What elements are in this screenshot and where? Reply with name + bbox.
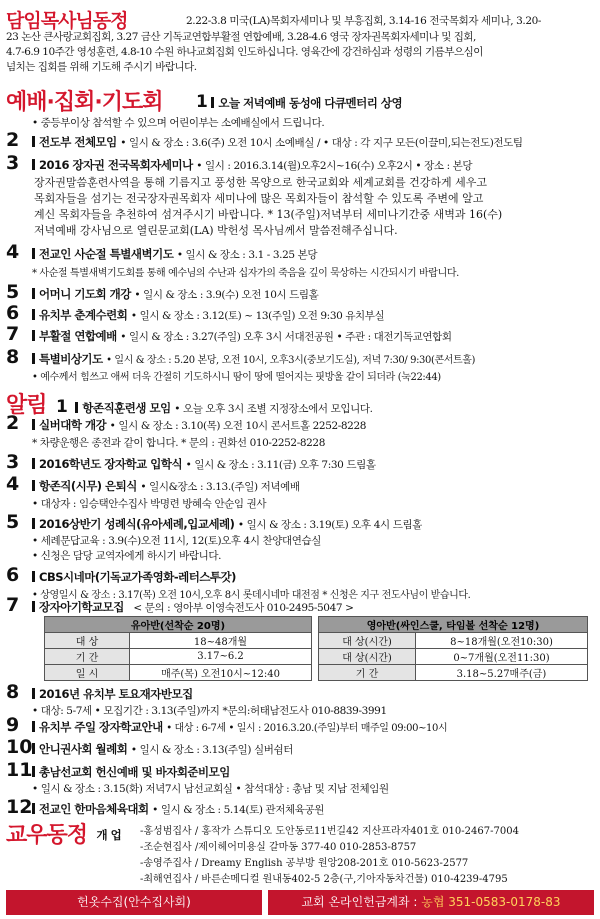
worship-title: 예배·집회·기도회 [6,90,163,115]
worship-item-7 [32,328,600,344]
worship-item-4-detail: • 일시 & 장소 : 3.1 - 3.25 본당 [176,249,318,261]
members-line-2: -조순현집사 /제이헤어미용실 갈마동 377-40 010-2853-8757 [140,842,417,853]
worship-item-3-title: 2016 장자권 전국목회자세미나 [39,158,193,172]
table-cell-key: 대 상 [45,633,130,649]
notice-item-11-title: 총남선교회 헌신예배 및 바자회준비모임 [39,765,230,779]
notice-item-3-title: 2016학년도 장자학교 입학식 [39,457,183,471]
table-left-header: 유아반(선착순 20명) [45,617,312,633]
divider-bar [32,248,35,259]
notice-item-12-detail: • 일시 & 장소 : 5.14(토) 관저체육공원 [152,804,324,816]
divider-bar [32,288,35,299]
notice-item-4 [32,478,600,494]
worship-item-5 [32,286,600,302]
worship-item-8-title: 특별비상기도 [39,352,103,366]
notice-item-4-detail: • 일시&장소 : 3.13.(주일) 저녁예배 [140,481,300,493]
worship-item-7-title: 부활절 연합예배 [39,329,117,343]
notice-item-9 [32,719,600,735]
divider-bar [32,458,35,469]
worship-item-5-title: 어머니 기도회 개강 [39,287,131,301]
notice-item-1-number: 1 [56,397,68,417]
divider-bar [32,721,35,732]
worship-item-6-title: 유치부 춘계수련회 [39,308,128,322]
notice-item-7-detail: < 문의 : 영아부 이영숙전도사 010-2495-5047 > [133,602,354,614]
divider-bar [32,743,35,754]
worship-item-3-detail: • 일시 : 2016.3.14(월)오후2시~16(수) 오후2시 • 장소 : 본당 [196,160,473,172]
notice-title: 알림 [6,393,47,418]
worship-item-3-line-4: 저녁예배 강사님으로 열린문교회(LA) 박헌성 목사님께서 말씀전해주십니다. [34,224,398,237]
worship-item-2-title: 전도부 전체모임 [39,135,117,149]
notice-item-9-detail: • 대상 : 6-7세 • 일시 : 2016.3.20.(주일)부터 매주일 09:00~10시 [166,723,448,734]
divider-bar [32,480,35,491]
divider-bar [32,353,35,364]
notice-item-12 [32,801,600,817]
notice-item-4-sub: • 대상자 : 임승택안수집사 박명련 방혜숙 안순임 권사 [32,498,267,510]
notice-item-7-number: 7 [6,594,20,616]
table-cell-key: 기 간 [45,649,130,665]
notice-item-11-number: 11 [6,759,33,781]
notice-item-6 [32,569,600,585]
divider-bar [32,688,35,699]
notice-section-header [6,388,600,419]
footer-right-banner [268,890,594,915]
worship-item-8-number: 8 [6,346,20,368]
notice-item-9-title: 유치부 주일 장자학교안내 [39,720,163,734]
notice-item-11-sub: • 일시 & 장소 : 3.15(화) 저녁7시 남선교회실 • 참석대상 : 총남 및 지남 전체임원 [32,783,389,795]
worship-item-1-sub: • 중등부이상 참석할 수 있으며 어린이부는 소예배실에서 드립니다. [32,117,325,129]
members-line-4: -최해연집사 / 바른손메디컬 원내동402-5 2층(구,기아자동차건물) 010-4239-4795 [140,874,508,885]
pastor-line-2: 23 논산 큰사랑교회집회, 3.27 금산 기독교연합부활절 연합예배, 3.28-4.6 영국 장자권목회자세미나 및 집회, [6,31,476,43]
pastor-line-4: 넘치는 집회를 위해 기도해 주시기 바랍니다. [6,61,197,73]
members-line-1: -홍성범집사 / 홍작가 스튜디오 도안동로11번길42 지산프라자401호 010-2467-7004 [140,826,519,837]
worship-item-5-detail: • 일시 & 장소 : 3.9(수) 오전 10시 드림홀 [134,289,319,301]
table-right-header: 영아반(싸인스쿨, 타임볼 선착순 12명) [319,617,588,633]
notice-item-7 [32,599,600,615]
notice-item-5-title: 2016상반기 성례식(유아세례,입교세례) [39,517,235,531]
worship-item-1-title: 오늘 저녁예배 동성애 다큐멘터리 상영 [218,96,403,110]
notice-item-5-number: 5 [6,511,20,533]
worship-item-3-line-2: 목회자들을 섬기는 전국장자권목회자 세미나에 많은 목회자들이 참석할 수 있도록 주변에 알고 [34,192,484,205]
worship-item-3 [32,157,600,173]
notice-item-4-title: 항존직(시무) 은퇴식 [39,479,137,493]
notice-item-2-detail: • 일시 & 장소 : 3.10(목) 오전 10시 콘서트홀 2252-8228 [109,420,367,432]
members-line-3: -송영주집사 / Dreamy English 공부방 원앙208-201호 010-5623-2577 [140,858,469,869]
notice-item-6-number: 6 [6,564,20,586]
schedule-table-left [44,616,312,681]
notice-item-3-number: 3 [6,451,20,473]
notice-item-5-line-1: • 세례문답교육 : 3.9(수)오전 11시, 12(토)오후 4시 찬양대연습실 [32,535,321,547]
divider-bar [32,159,35,170]
worship-item-3-number: 3 [6,152,20,174]
notice-item-1-title: 항존직훈련생 모임 [82,401,171,415]
worship-item-1-number: 1 [196,92,208,112]
divider-bar [75,402,78,413]
divider-bar [32,330,35,341]
divider-bar [32,136,35,147]
notice-item-2 [32,417,600,433]
pastor-title: 담임목사님동정 [6,10,128,32]
worship-item-6-detail: • 일시 & 장소 : 3.12(토) ~ 13(주일) 오전 9:30 유치부실 [130,310,385,322]
pastor-section [6,6,600,33]
table-cell-value: 매주(목) 오전10시~12:40 [130,665,312,681]
notice-item-5-detail: • 일시 & 장소 : 3.19(토) 오후 4시 드림홀 [237,519,422,531]
notice-item-2-sub: * 차량운행은 종전과 같이 합니다. * 문의 : 권화선 010-2252-8228 [32,437,325,449]
notice-item-4-number: 4 [6,473,20,495]
table-cell-key: 일 시 [45,665,130,681]
notice-item-2-title: 실버대학 개강 [39,418,107,432]
footer-left-banner [6,890,262,915]
notice-item-10-number: 10 [6,736,33,758]
footer-account-number: 농협 351-0583-0178-83 [421,895,561,909]
table-row [45,665,312,681]
notice-item-11 [32,764,600,780]
table-cell-key: 대 상(시간) [319,633,416,649]
worship-item-7-detail: • 일시 & 장소 : 3.27(주일) 오후 3시 서대전공원 • 주관 : 대전기독교연합회 [120,331,452,343]
divider-bar [32,803,35,814]
worship-item-5-number: 5 [6,281,20,303]
notice-item-10-detail: • 일시 & 장소 : 3.13(주일) 실버쉼터 [130,744,293,756]
members-title: 교우동정 [6,823,88,848]
table-row [319,633,588,649]
table-cell-value: 18~48개월 [130,633,312,649]
worship-item-4-sub: * 사순절 특별새벽기도회를 통해 예수님의 수난과 십자가의 죽음을 깊이 묵상하는 시간되시기 바랍니다. [32,268,459,279]
worship-item-6 [32,307,600,323]
divider-bar [32,518,35,529]
divider-bar [211,97,214,108]
footer-left-text: 헌옷수집(안수집사회) [77,895,191,909]
members-label: 개 업 [96,828,122,842]
notice-item-12-number: 12 [6,796,33,818]
table-cell-value: 3.18~5.27매주(금) [416,665,588,681]
notice-item-8-number: 8 [6,681,20,703]
notice-item-10 [32,741,600,757]
notice-item-8-title: 2016년 유치부 토요재자반모집 [39,687,193,701]
notice-item-2-number: 2 [6,412,20,434]
table-cell-value: 3.17~6.2 [130,649,312,665]
divider-bar [32,571,35,582]
footer-right-label: 교회 온라인헌금계좌 : [301,895,422,909]
notice-item-1-detail: • 오늘 오후 3시 조별 지정장소에서 모입니다. [174,403,373,415]
pastor-line-1: 2.22-3.8 미국(LA)목회자세미나 및 부흥집회, 3.14-16 전국목회자 세미나, 3.20- [186,15,542,27]
notice-item-12-title: 전교인 한마음체육대회 [39,802,149,816]
worship-item-3-line-3: 계신 목회자들을 추천하여 섬겨주시기 바랍니다. * 13(주일)저녁부터 세미나기간중 새벽과 16(수) [34,208,503,221]
notice-item-10-title: 안니권사회 월례회 [39,742,128,756]
divider-bar [32,309,35,320]
worship-item-8-detail: • 일시 & 장소 : 5.20 본당, 오전 10시, 오후3시(중보기도실), 저녁 7:30/ 9:30(콘서트홀) [106,355,476,366]
notice-item-8-sub: • 대상: 5-7세 • 모집기간 : 3.13(주일)까지 *문의:허태남전도사 010-8839-3991 [32,705,387,717]
worship-item-4-title: 전교인 사순절 특별새벽기도 [39,247,174,261]
notice-item-5-line-2: • 신청은 담당 교역자에게 하시기 바랍니다. [32,550,222,562]
notice-item-7-title: 장자아기학교모집 [39,600,124,614]
worship-item-7-number: 7 [6,323,20,345]
table-cell-value: 8~18개월(오전10:30) [416,633,588,649]
notice-item-3-detail: • 일시 & 장소 : 3.11(금) 오후 7:30 드림홀 [185,459,376,471]
table-row [45,633,312,649]
divider-bar [32,766,35,777]
worship-item-6-number: 6 [6,302,20,324]
notice-item-6-sub: • 상영일시 & 장소 : 3.17(목) 오전 10시,오후 8시 롯데시네마 대전점 * 신청은 지구 전도사님이 받습니다. [32,590,471,601]
schedule-table-right [318,616,588,681]
table-row [319,665,588,681]
worship-item-2-detail: • 일시 & 장소 : 3.6(주) 오전 10시 소예배실 / • 대상 : 각 지구 모든(이끌미,되는전도)전도팀 [120,137,523,149]
pastor-line-3: 4.7-6.9 10주간 영성훈련, 4.8-10 수원 하나교회집회 인도하십니다. 영육간에 강건하심과 성령의 기름부으심이 [6,46,483,58]
worship-item-2 [32,134,600,150]
worship-item-4 [32,246,600,262]
table-row [45,649,312,665]
worship-item-4-number: 4 [6,241,20,263]
worship-item-3-line-1: 장자권말씀훈련사역을 통해 기름지고 풍성한 목양으로 한국교회와 세계교회를 건강하게 세우고 [34,176,488,189]
worship-item-8-sub: • 예수께서 힘쓰고 애써 더욱 간절히 기도하시니 땀이 땅에 떨어지는 핏방울 같이 되더라 (눅22:44) [32,372,441,383]
divider-bar [32,419,35,430]
notice-item-6-title: CBS시네마(기독교가족영화-레터스투갓) [39,570,236,584]
notice-item-5 [32,516,600,532]
table-row [319,649,588,665]
notice-item-8 [32,686,600,702]
worship-item-2-number: 2 [6,129,20,151]
worship-item-1 [196,92,600,112]
table-cell-key: 기 간 [319,665,416,681]
table-cell-value: 0~7개월(오전11:30) [416,649,588,665]
notice-item-3 [32,456,600,472]
worship-item-8 [32,351,600,367]
divider-bar [32,601,35,612]
table-cell-key: 대 상(시간) [319,649,416,665]
notice-item-9-number: 9 [6,714,20,736]
